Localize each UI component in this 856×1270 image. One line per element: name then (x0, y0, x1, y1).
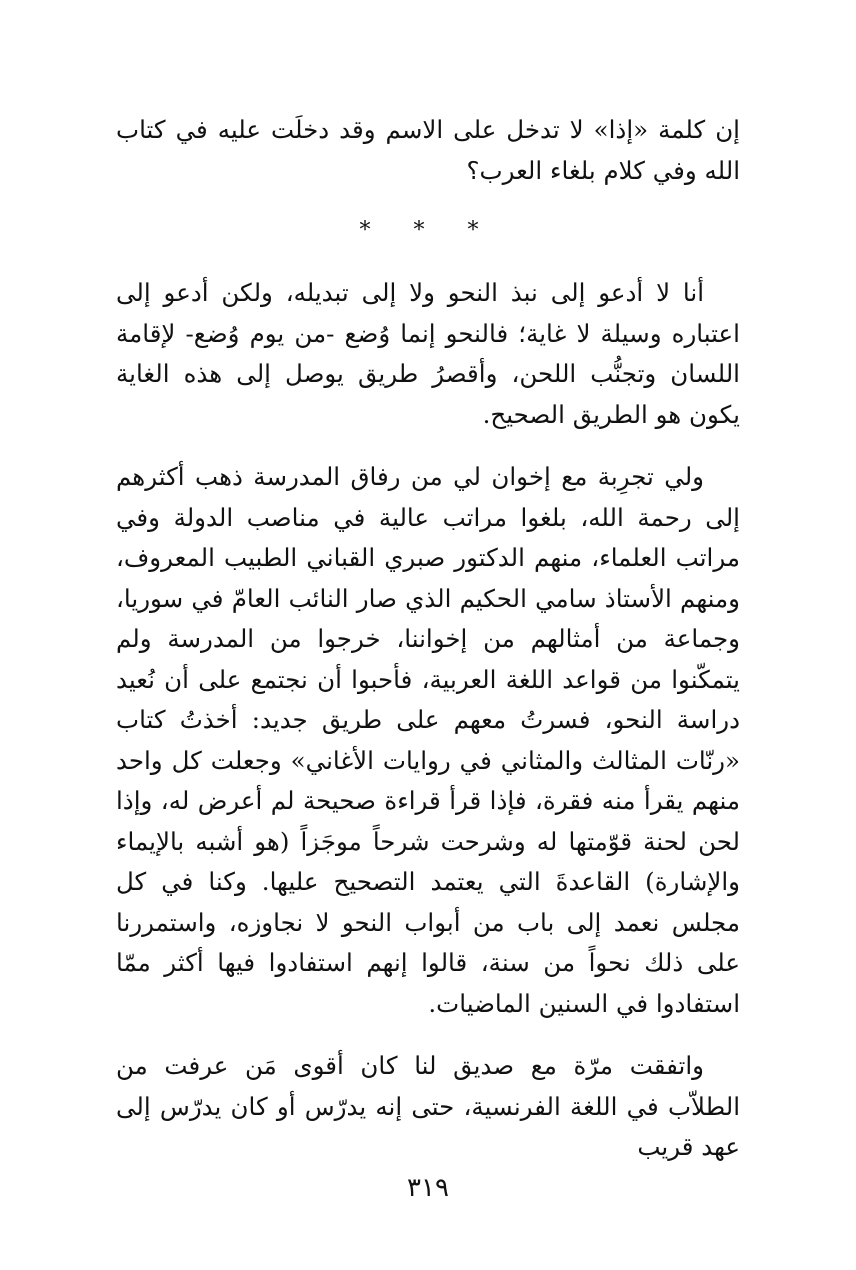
paragraph-grammar-means: أنا لا أدعو إلى نبذ النحو ولا إلى تبديله، ولكن أدعو إلى اعتباره وسيلة لا غاية؛ فالنحو إنما وُضع -من يوم وُضع- لإقامة اللسان وتجنُّب اللحن، وأقصرُ طريق يوصل إلى هذه الغاية يكون هو الطريق الصحيح. (116, 278, 740, 429)
section-separator: * * * (359, 218, 497, 243)
page-number: ٣١٩ (407, 1173, 449, 1203)
paragraph-experience: ولي تجرِبة مع إخوان لي من رفاق المدرسة ذهب أكثرهم إلى رحمة الله، بلغوا مراتب عالية في مناصب الدولة وفي مراتب العلماء، منهم الدكتور صبري القباني الطبيب المعروف، ومنهم الأستاذ سامي الحكيم الذي صار النائب العامّ في سوريا، وجماعة من أمثالهم من إخواننا، خرجوا من المدرسة ولم يتمكّنوا من قواعد اللغة العربية، فأحبوا أن نجتمع على أن نُعيد دراسة النحو، فسرتُ معهم على طريق جديد: أخذتُ كتاب «رنّات المثالث والمثاني في روايات الأغاني» وجعلت كل واحد منهم يقرأ منه فقرة، فإذا قرأ قراءة صحيحة لم أعرض له، وإذا لحن لحنة قوّمتها له وشرحت شرحاً موجَزاً (هو أشبه بالإيماء والإشارة) القاعدةَ التي يعتمد التصحيح عليها. وكنا في كل مجلس نعمد إلى باب من أبواب النحو لا نجاوزه، واستمررنا على ذلك نحواً من سنة، قالوا إنهم استفادوا فيها أكثر ممّا استفادوا في السنين الماضيات. (116, 462, 740, 1018)
page-body (116, 110, 740, 1168)
paragraph-french-friend: واتفقت مرّة مع صديق لنا كان أقوى مَن عرفت من الطلاّب في اللغة الفرنسية، حتى إنه يدرّس أو كان يدرّس إلى عهد قريب (116, 1051, 740, 1161)
paragraph-question: إن كلمة «إذا» لا تدخل على الاسم وقد دخلَت عليه في كتاب الله وفي كلام بلغاء العرب؟ (116, 115, 740, 185)
